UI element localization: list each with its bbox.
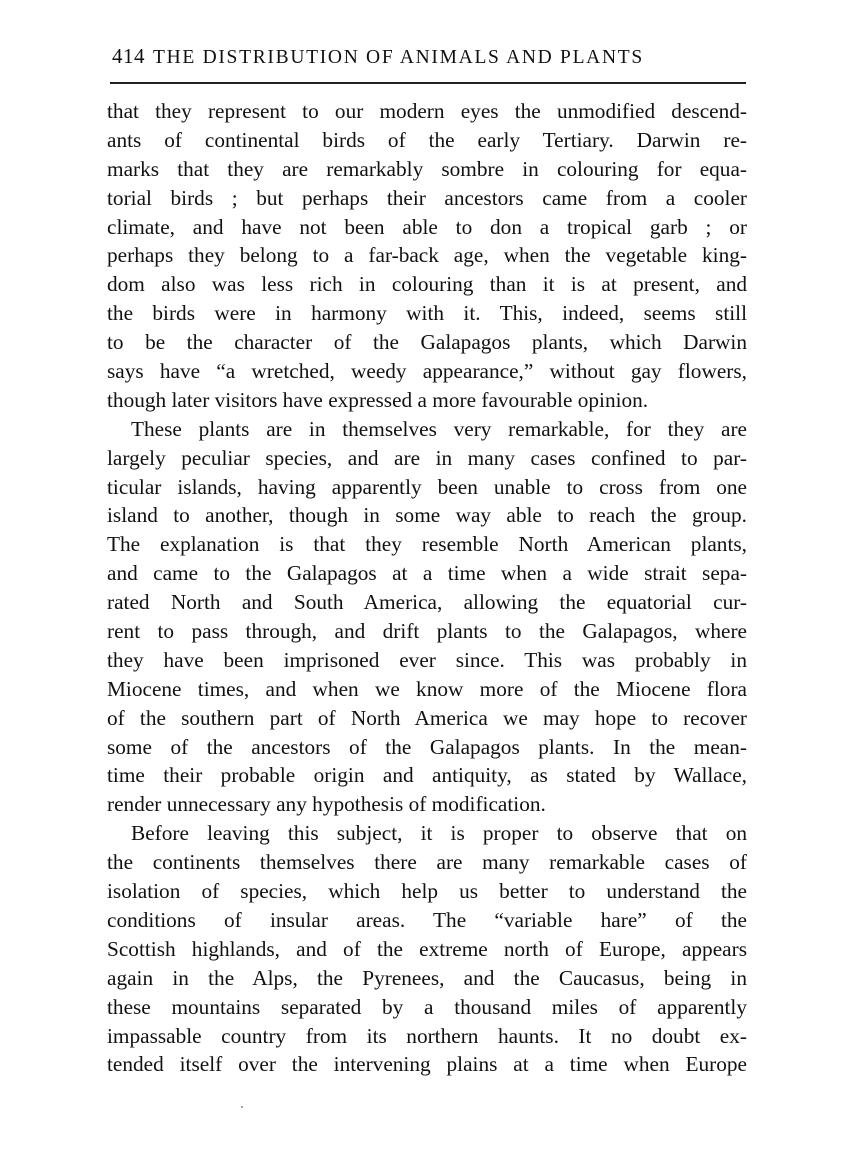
text-line: rent to pass through, and drift plants to the Galapagos, where: [107, 619, 747, 644]
text-line: the continents themselves there are many remarkable cases of: [107, 850, 747, 875]
paragraph-first-line: These plants are in themselves very remarkable, for they are: [131, 416, 747, 441]
paragraph-end-line: though later visitors have expressed a more favourable opinion.: [107, 387, 649, 412]
text-line: rated North and South America, allowing the equatorial cur-: [107, 590, 747, 615]
text-line: and came to the Galapagos at a time when a wide strait sepa-: [107, 561, 747, 586]
text-line: these mountains separated by a thousand miles of apparently: [107, 994, 747, 1019]
text-line: isolation of species, which help us better to understand the: [107, 879, 747, 904]
text-line: of the southern part of North America we may hope to recover: [107, 705, 747, 730]
text-line: perhaps they belong to a far-back age, when the vegetable king-: [107, 243, 747, 268]
text-line: island to another, though in some way able to reach the group.: [107, 503, 747, 528]
text-line: some of the ancestors of the Galapagos plants. In the mean-: [107, 734, 747, 759]
text-line: time their probable origin and antiquity, as stated by Wallace,: [107, 763, 747, 788]
text-line: Miocene times, and when we know more of the Miocene flora: [107, 676, 747, 701]
header-rule: [110, 82, 746, 84]
page-number: 414: [112, 44, 145, 68]
text-line: The explanation is that they resemble North American plants,: [107, 532, 747, 557]
text-line: they have been imprisoned ever since. This was probably in: [107, 647, 747, 672]
text-line: climate, and have not been able to don a tropical garb ; or: [107, 214, 747, 239]
text-line: torial birds ; but perhaps their ancestors came from a cooler: [107, 185, 747, 210]
text-line: again in the Alps, the Pyrenees, and the Caucasus, being in: [107, 965, 747, 990]
text-line: impassable country from its northern haunts. It no doubt ex-: [107, 1023, 747, 1048]
ink-speck: [241, 1106, 243, 1108]
text-line: dom also was less rich in colouring than it is at present, and: [107, 272, 747, 297]
text-line: marks that they are remarkably sombre in colouring for equa-: [107, 156, 747, 181]
text-line: Scottish highlands, and of the extreme north of Europe, appears: [107, 936, 747, 961]
text-line: ants of continental birds of the early Tertiary. Darwin re-: [107, 127, 747, 152]
text-line: conditions of insular areas. The “variable hare” of the: [107, 907, 747, 932]
paragraph-first-line: Before leaving this subject, it is proper to observe that on: [131, 821, 747, 846]
text-line: largely peculiar species, and are in many cases confined to par-: [107, 445, 747, 470]
running-title: THE DISTRIBUTION OF ANIMALS AND PLANTS: [153, 47, 644, 68]
paragraph-end-line: render unnecessary any hypothesis of modification.: [107, 792, 546, 817]
running-header: [112, 44, 744, 72]
text-line: that they represent to our modern eyes the unmodified descend-: [107, 99, 747, 123]
body-text: [107, 97, 747, 1079]
text-line: ticular islands, having apparently been unable to cross from one: [107, 474, 747, 499]
text-line: says have “a wretched, weedy appearance,” without gay flowers,: [107, 359, 747, 384]
text-line: the birds were in harmony with it. This, indeed, seems still: [107, 301, 747, 326]
text-line: tended itself over the intervening plains at a time when Europe: [107, 1052, 747, 1077]
text-line: to be the character of the Galapagos plants, which Darwin: [107, 330, 747, 355]
